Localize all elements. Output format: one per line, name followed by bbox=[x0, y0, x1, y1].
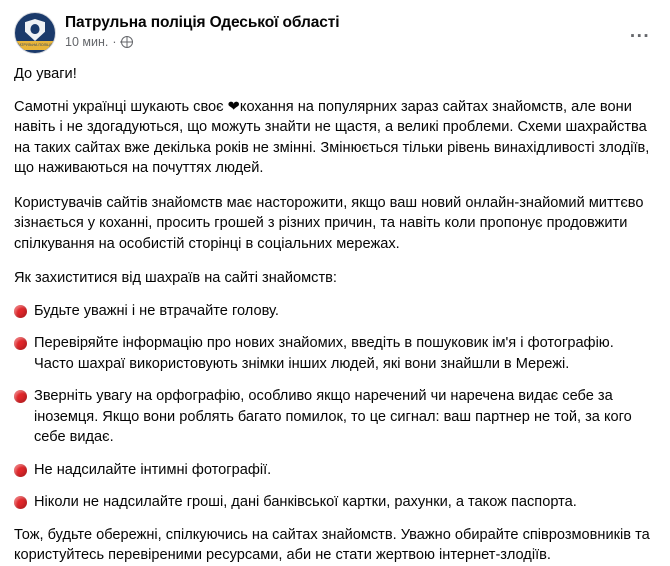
more-options-button[interactable]: ... bbox=[629, 21, 651, 42]
post-paragraph-1: Самотні українці шукають своє ❤кохання на популярних зараз сайтах знайомств, але вони навіть і не здогадуються, що можуть знайти не щастя, а великі проблеми. Схеми шахрайства на таких сайтах вже декілька років не змінні. Змінюється тільки рівень винахідливості злодіїв, що наживаються на почуттях людей. bbox=[14, 98, 650, 176]
list-item bbox=[14, 386, 656, 448]
post-meta bbox=[65, 34, 656, 50]
globe-icon bbox=[121, 36, 133, 48]
avatar-ribbon-label: ПАТРУЛЬНА ПОЛІЦІЯ bbox=[16, 43, 54, 47]
list-item bbox=[14, 333, 656, 374]
list-item-text: Зверніть увагу на орфографію, особливо якщо наречений чи наречена видає себе за іноземця. Якщо вони роблять багато помилок, то це сигнал: ваш партнер не той, за кого себе видає. bbox=[34, 388, 632, 445]
red-dot-icon bbox=[14, 305, 27, 318]
page-name[interactable]: Патрульна поліція Одеської області bbox=[65, 14, 340, 31]
post-timestamp[interactable]: 10 мин. bbox=[65, 35, 109, 49]
police-shield-icon bbox=[25, 19, 45, 41]
red-dot-icon bbox=[14, 464, 27, 477]
post-intro: До уваги! bbox=[14, 66, 77, 82]
list-item bbox=[14, 492, 656, 513]
avatar[interactable] bbox=[14, 12, 56, 54]
red-dot-icon bbox=[14, 496, 27, 509]
post-header-text bbox=[65, 12, 656, 50]
post-header bbox=[14, 12, 656, 54]
post-paragraph-2: Користувачів сайтів знайомств має насторожити, якщо ваш новий онлайн-знайомий миттєво зізнається у коханні, просить грошей з різних причин, та навіть коли пропонує продовжити спілкування на особистій сторінці в соціальних мережах. bbox=[14, 194, 644, 252]
meta-separator: · bbox=[112, 35, 117, 49]
red-dot-icon bbox=[14, 390, 27, 403]
list-item-text: Перевіряйте інформацію про нових знайомих, введіть в пошуковик ім'я і фотографію. Часто шахраї використовують знімки інших людей, які вони знайшли в Мережі. bbox=[34, 335, 614, 372]
list-item-text: Будьте уважні і не втрачайте голову. bbox=[34, 302, 279, 319]
list-item-text: Ніколи не надсилайте гроші, дані банківської картки, рахунки, а також паспорта. bbox=[34, 494, 577, 510]
post-closing: Тож, будьте обережні, спілкуючись на сайтах знайомств. Уважно обирайте співрозмовників та користуйтесь перевіреними ресурсами, аби не стати жертвою інтернет-злодіїв. bbox=[14, 526, 650, 563]
red-dot-icon bbox=[14, 337, 27, 350]
list-item bbox=[14, 301, 656, 322]
list-item-text: Не надсилайте інтимні фотографії. bbox=[34, 461, 272, 478]
post-body bbox=[14, 64, 656, 566]
post-list-heading: Як захиститися від шахраїв на сайті знайомств: bbox=[14, 270, 337, 286]
avatar-ribbon bbox=[15, 41, 55, 50]
list-item bbox=[14, 460, 656, 481]
